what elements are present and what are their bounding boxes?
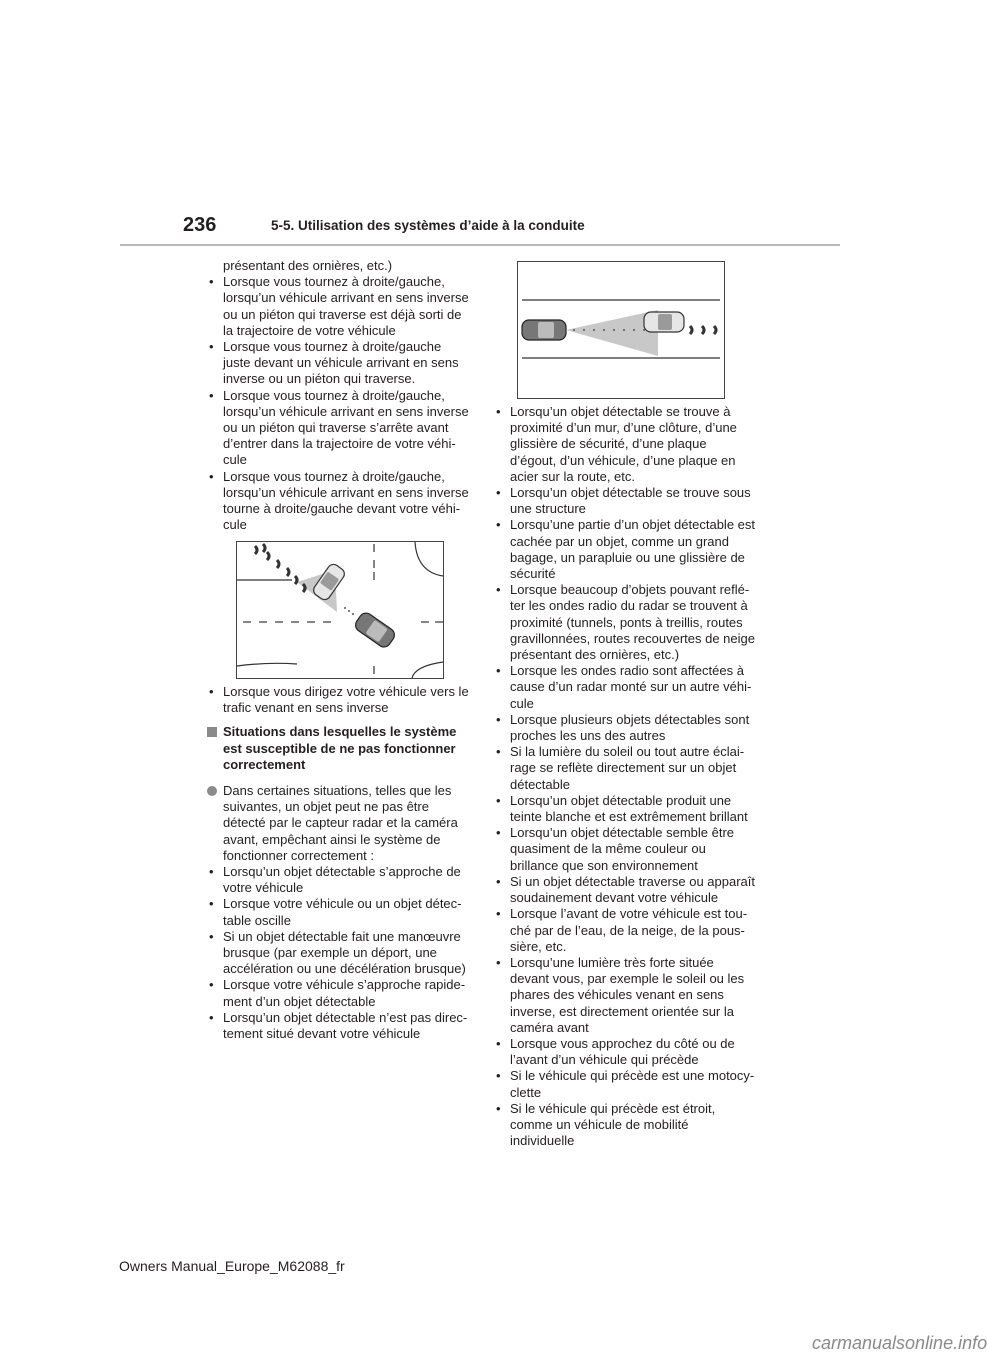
list-item: • Lorsque vous tournez à droite/gauche juste devant un véhicule arrivant en sens inverse ou un piéton qui traverse. (207, 339, 469, 388)
watermark: carmanualsonline.info (812, 1333, 987, 1353)
list-item: • Lorsque vous tournez à droite/gauche, lorsqu’un véhicule arrivant en sens inverse tourne à droite/gauche devant votre véhi-cule (207, 469, 469, 534)
left-column (207, 258, 469, 533)
footer-text: Owners Manual_Europe_M62088_fr (119, 1258, 345, 1274)
list-item: • Lorsque vous tournez à droite/gauche, lorsqu’un véhicule arrivant en sens inverse ou un piéton qui traverse est déjà sorti de la trajectoire de votre véhicule (207, 274, 469, 339)
list-item: • Si le véhicule qui précède est une motocy-clette (494, 1068, 756, 1100)
paragraph-item (207, 783, 469, 864)
left-column-lower (207, 684, 469, 1042)
page-number: 236 (183, 214, 217, 236)
list-item: • Lorsqu’un objet détectable semble être quasiment de la même couleur ou brillance que son environnement (494, 825, 756, 874)
list-item: • Lorsqu’un objet détectable s’approche de votre véhicule (207, 864, 469, 896)
section-heading-text: Situations dans lesquelles le système est susceptible de ne pas fonctionner correctement (223, 724, 457, 772)
list-item: • Lorsqu’une lumière très forte située devant vous, par exemple le soleil ou les phares des véhicules venant en sens inverse, est directement orientée sur la caméra avant (494, 955, 756, 1036)
list-item: • Lorsqu’un objet détectable se trouve à proximité d’un mur, d’une clôture, d’une glissière de sécurité, d’une plaque d’égout, d’un véhicule, d’une plaque en acier sur la route, etc. (494, 404, 756, 485)
list-item: • Lorsqu’un objet détectable se trouve sous une structure (494, 485, 756, 517)
circle-bullet-icon (207, 786, 217, 796)
intro-continuation: présentant des ornières, etc.) (223, 258, 393, 273)
list-item: • Lorsque vous tournez à droite/gauche, lorsqu’un véhicule arrivant en sens inverse ou un piéton qui traverse s’arrête avant d’entrer dans la trajectoire de votre véhi-cule (207, 388, 469, 469)
straight-road-figure (517, 261, 725, 399)
list-item: • Si un objet détectable fait une manœuvre brusque (par exemple un déport, une accélération ou une décélération brusque) (207, 929, 469, 978)
section-title: 5-5. Utilisation des systèmes d’aide à la conduite (271, 218, 585, 233)
list-item: • Lorsque plusieurs objets détectables sont proches les uns des autres (494, 712, 756, 744)
list-item: • Lorsque votre véhicule ou un objet détec-table oscille (207, 896, 469, 928)
list-item: • Lorsque les ondes radio sont affectées à cause d’un radar monté sur un autre véhi-cule (494, 663, 756, 712)
list-item: • Si le véhicule qui précède est étroit, comme un véhicule de mobilité individuelle (494, 1101, 756, 1150)
list-item: • Lorsque votre véhicule s’approche rapide-ment d’un objet détectable (207, 977, 469, 1009)
intersection-turn-figure (236, 541, 444, 679)
list-item: • Lorsque l’avant de votre véhicule est tou-ché par de l’eau, de la neige, de la pous-sière, etc. (494, 906, 756, 955)
list-item: • Lorsqu’un objet détectable produit une teinte blanche et est extrêmement brillant (494, 793, 756, 825)
list-item: • Lorsque vous dirigez votre véhicule vers le trafic venant en sens inverse (207, 684, 469, 716)
list-item: • Si un objet détectable traverse ou apparaît soudainement devant votre véhicule (494, 874, 756, 906)
right-column (494, 404, 756, 1149)
list-item: • Lorsque beaucoup d’objets pouvant reflé-ter les ondes radio du radar se trouvent à proximité (tunnels, ponts à treillis, routes gravillonnées, routes recouvertes de neige présentant des ornières, etc.) (494, 582, 756, 663)
section-heading (207, 724, 469, 773)
list-item: • Si la lumière du soleil ou tout autre éclai-rage se reflète directement sur un objet détectable (494, 744, 756, 793)
list-item: • Lorsqu’un objet détectable n’est pas direc-tement situé devant votre véhicule (207, 1010, 469, 1042)
paragraph-text: Dans certaines situations, telles que les suivantes, un objet peut ne pas être détecté par le capteur radar et la caméra avant, empêchant ainsi le système de fonctionner correctement : (223, 783, 458, 863)
list-item: • Lorsque vous approchez du côté ou de l’avant d’un véhicule qui précède (494, 1036, 756, 1068)
header-divider (120, 244, 840, 246)
list-item: • Lorsqu’une partie d’un objet détectable est cachée par un objet, comme un grand bagage, un parapluie ou une glissière de sécurité (494, 517, 756, 582)
square-bullet-icon (207, 727, 217, 737)
